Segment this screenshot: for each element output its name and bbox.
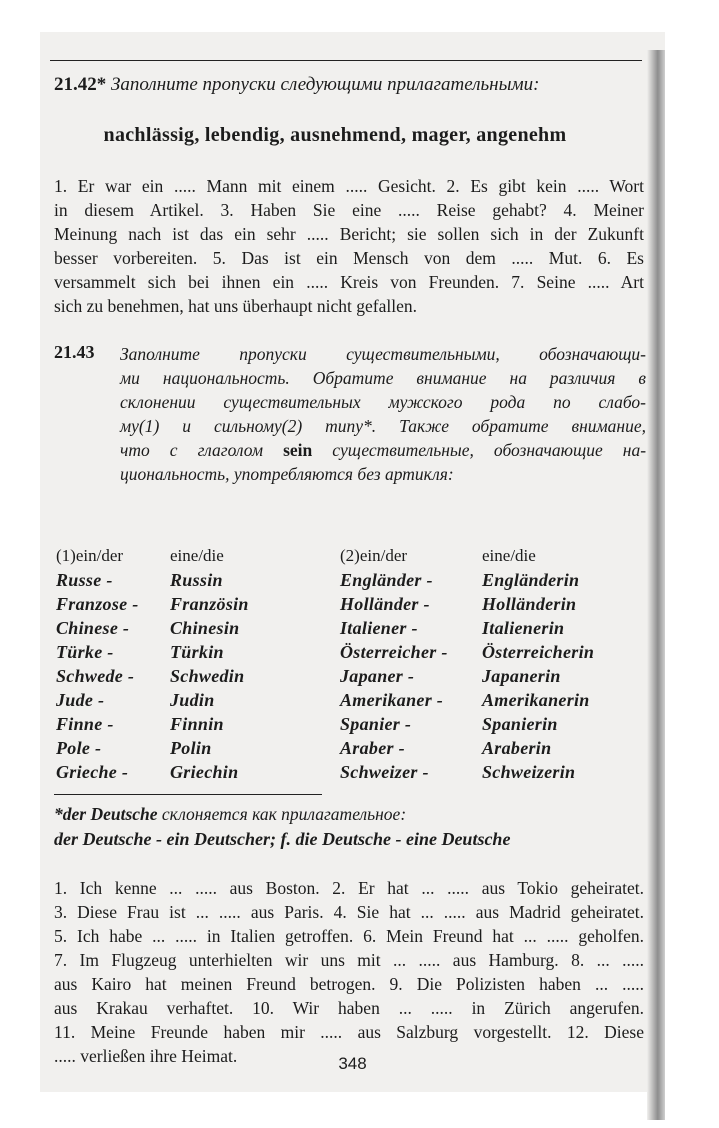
column-header: (1)ein/der [56,546,124,565]
text-line: sich zu benehmen, hat uns überhaupt nicht gefallen. [54,296,418,316]
text-line: besser vorbereiten. 5. Das ist ein Mensch von dem ..... Mut. 6. Es [54,248,644,268]
table-cell: Amerikanerin [482,690,590,710]
table-cell: Judin [170,690,215,710]
top-rule [50,60,642,61]
task-line [120,438,646,462]
table-cell: Amerikaner - [340,690,444,710]
table-cell: Pole - [56,738,102,758]
table-cell: Italiener - [340,618,418,638]
text-line: 3. Diese Frau ist ... ..... aus Paris. 4. Sie hat ... ..... aus Madrid geheiratet. [54,902,644,922]
table-cell: Schwedin [170,666,245,686]
table-column-4 [482,544,594,784]
task-fragment: существительные, обозначающие на- [332,440,647,460]
footnote-term: *der Deutsche [54,804,158,824]
task-line: Заполните пропуски существительными, обозначающи- [120,344,646,364]
table-cell: Finne - [56,714,114,734]
table-cell: Engländer - [340,570,433,590]
table-cell: Engländerin [482,570,580,590]
table-column-2 [170,544,249,784]
text-line: 7. Im Flugzeug unterhielten wir uns mit ... ..... aus Hamburg. 8. ... ..... [54,950,644,970]
word-list: nachlässig, lebendig, ausnehmend, mager, angenehm [103,124,567,146]
text-line: aus Krakau verhaftet. 10. Wir haben ... ..... in Zürich angerufen. [54,998,644,1018]
table-cell: Spanierin [482,714,558,734]
table-column-3 [340,544,448,784]
column-header: eine/die [170,546,224,565]
text-line: versammelt sich bei ihnen ein ..... Kreis von Freunden. 7. Seine ..... Art [54,272,644,292]
page-number: 348 [338,1054,367,1073]
footnote-rule [54,794,322,795]
table-cell: Türke - [56,642,114,662]
table-cell: Griechin [170,762,239,782]
footnote-text: склоняется как прилагательное: [161,804,407,824]
table-cell: Österreicherin [482,642,595,662]
table-cell: Österreicher - [340,642,448,662]
exercise-21-43-text [54,876,644,1068]
task-fragment: что с глаголом [120,440,264,460]
table-cell: Franzose - [56,594,139,614]
table-cell: Japaner - [340,666,415,686]
exercise-21-42-heading [54,74,539,96]
page-edge-shadow [647,50,665,1120]
exercise-21-43-task [120,342,646,486]
text-line: 5. Ich habe ... ..... in Italien getroffen. 6. Mein Freund hat ... ..... geholfen. [54,926,644,946]
task-line: му(1) и сильному(2) типу*. Также обратите внимание, [120,416,646,436]
book-page [40,32,665,1092]
table-cell: Araberin [482,738,552,758]
text-line: in diesem Artikel. 3. Haben Sie eine ..... Reise gehabt? 4. Meiner [54,200,644,220]
footnote-example: der Deutsche - ein Deutscher; f. die Deutsche - eine Deutsche [54,829,511,849]
table-cell: Russin [170,570,223,590]
exercise-number: 21.42* [54,74,107,95]
text-line: 11. Meine Freunde haben mir ..... aus Salzburg vorgestellt. 12. Diese [54,1022,644,1042]
table-cell: Schweizerin [482,762,576,782]
text-line: Meinung nach ist das ein sehr ..... Bericht; sie sollen sich in der Zukunft [54,224,644,244]
table-cell: Finnin [170,714,224,734]
task-line: циональность, употребляются без артикля: [120,464,454,484]
text-line: ..... verließen ihre Heimat. [54,1046,238,1066]
column-header: (2)ein/der [340,546,408,565]
exercise-21-43-number: 21.43 [54,342,95,362]
text-line: aus Kairo hat meinen Freund betrogen. 9. Die Polizisten haben ... ..... [54,974,644,994]
exercise-21-42-text [54,174,644,318]
footnote [54,804,406,825]
table-cell: Polin [170,738,212,758]
table-cell: Russe - [56,570,113,590]
task-line: ми национальность. Обратите внимание на различия в [120,368,646,388]
table-cell: Araber - [340,738,405,758]
table-cell: Schweizer - [340,762,429,782]
table-cell: Spanier - [340,714,412,734]
table-cell: Französin [170,594,249,614]
table-cell: Holländerin [482,594,577,614]
table-cell: Chinese - [56,618,130,638]
text-line: 1. Er war ein ..... Mann mit einem ..... Gesicht. 2. Es gibt kein ..... Wort [54,176,644,196]
table-cell: Chinesin [170,618,240,638]
table-cell: Italienerin [482,618,565,638]
table-cell: Schwede - [56,666,135,686]
table-cell: Türkin [170,642,224,662]
column-header: eine/die [482,546,536,565]
table-cell: Japanerin [482,666,561,686]
exercise-task: Заполните пропуски следующими прилагательными: [111,74,540,95]
text-line: 1. Ich kenne ... ..... aus Boston. 2. Er hat ... ..... aus Tokio geheiratet. [54,878,644,898]
table-cell: Grieche - [56,762,129,782]
keyword-sein: sein [283,440,313,460]
table-cell: Holländer - [340,594,430,614]
table-cell: Jude - [56,690,105,710]
table-column-1 [56,544,139,784]
task-line: склонении существительных мужского рода по слабо- [120,392,646,412]
